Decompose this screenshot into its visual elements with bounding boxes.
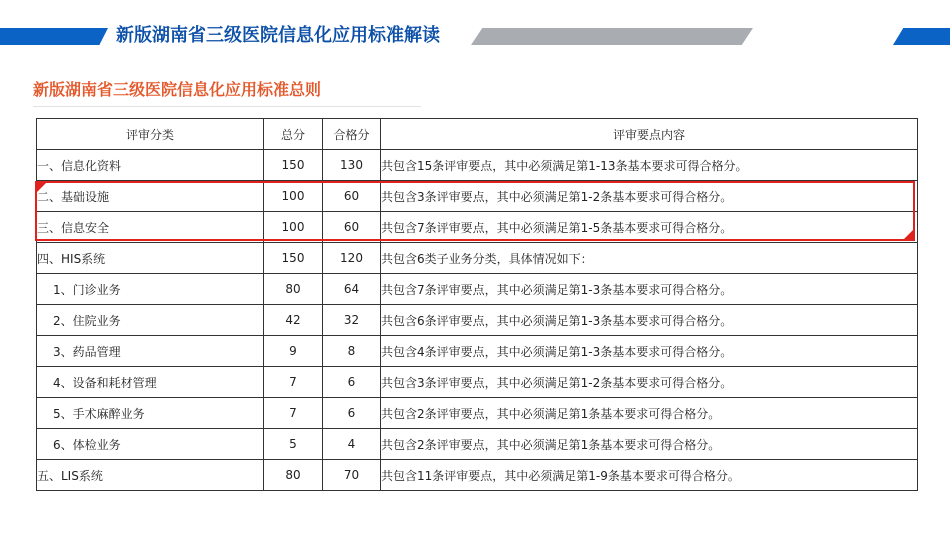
table-header-row [37,119,918,150]
row-content: 共包含3条评审要点，其中必须满足第1-2条基本要求可得合格分。 [381,181,918,212]
row-pass: 120 [323,243,381,274]
table-row [37,150,918,181]
row-total: 42 [264,305,323,336]
row-total: 150 [264,243,323,274]
highlight-corner-marker [37,183,46,192]
highlight-corner-marker [904,230,913,239]
row-pass: 64 [323,274,381,305]
row-category: 2、住院业务 [37,305,264,336]
header-category: 评审分类 [37,119,264,150]
row-total: 100 [264,181,323,212]
header-content: 评审要点内容 [381,119,918,150]
row-content: 共包含4条评审要点，其中必须满足第1-3条基本要求可得合格分。 [381,336,918,367]
row-content: 共包含6条评审要点，其中必须满足第1-3条基本要求可得合格分。 [381,305,918,336]
row-total: 7 [264,367,323,398]
table-row [37,212,918,243]
row-pass: 32 [323,305,381,336]
table-row [37,181,918,212]
row-total: 100 [264,212,323,243]
row-content: 共包含2条评审要点，其中必须满足第1条基本要求可得合格分。 [381,398,918,429]
row-content: 共包含2条评审要点，其中必须满足第1条基本要求可得合格分。 [381,429,918,460]
table-row [37,336,918,367]
table-row [37,305,918,336]
row-category: 一、信息化资料 [37,150,264,181]
row-category: 6、体检业务 [37,429,264,460]
row-pass: 60 [323,212,381,243]
table-row [37,398,918,429]
row-category: 5、手术麻醉业务 [37,398,264,429]
header-pass: 合格分 [323,119,381,150]
header-left-accent-bar [0,28,108,45]
row-pass: 6 [323,367,381,398]
row-category: 四、HIS系统 [37,243,264,274]
standards-table [36,118,918,491]
table-row [37,460,918,491]
row-content: 共包含3条评审要点，其中必须满足第1-2条基本要求可得合格分。 [381,367,918,398]
row-pass: 4 [323,429,381,460]
row-category: 1、门诊业务 [37,274,264,305]
row-pass: 70 [323,460,381,491]
row-category: 4、设备和耗材管理 [37,367,264,398]
row-pass: 60 [323,181,381,212]
row-content: 共包含7条评审要点，其中必须满足第1-5条基本要求可得合格分。 [381,212,918,243]
table-row [37,429,918,460]
row-pass: 8 [323,336,381,367]
table-row [37,274,918,305]
row-content: 共包含7条评审要点，其中必须满足第1-3条基本要求可得合格分。 [381,274,918,305]
subtitle-divider [33,106,421,107]
table-row [37,243,918,274]
row-total: 80 [264,460,323,491]
section-subtitle: 新版湖南省三级医院信息化应用标准总则 [33,80,322,99]
row-total: 9 [264,336,323,367]
row-category: 二、基础设施 [37,181,264,212]
row-content: 共包含11条评审要点，其中必须满足第1-9条基本要求可得合格分。 [381,460,918,491]
row-content: 共包含6类子业务分类，具体情况如下： [381,243,918,274]
row-content: 共包含15条评审要点，其中必须满足第1-13条基本要求可得合格分。 [381,150,918,181]
header-grey-bar [471,28,753,45]
row-total: 150 [264,150,323,181]
row-total: 80 [264,274,323,305]
row-pass: 6 [323,398,381,429]
row-total: 5 [264,429,323,460]
header-title: 新版湖南省三级医院信息化应用标准解读 [116,25,440,46]
row-total: 7 [264,398,323,429]
row-category: 五、LIS系统 [37,460,264,491]
row-category: 三、信息安全 [37,212,264,243]
row-pass: 130 [323,150,381,181]
header-total: 总分 [264,119,323,150]
table-row [37,367,918,398]
header-right-accent-bar [893,28,950,45]
row-category: 3、药品管理 [37,336,264,367]
